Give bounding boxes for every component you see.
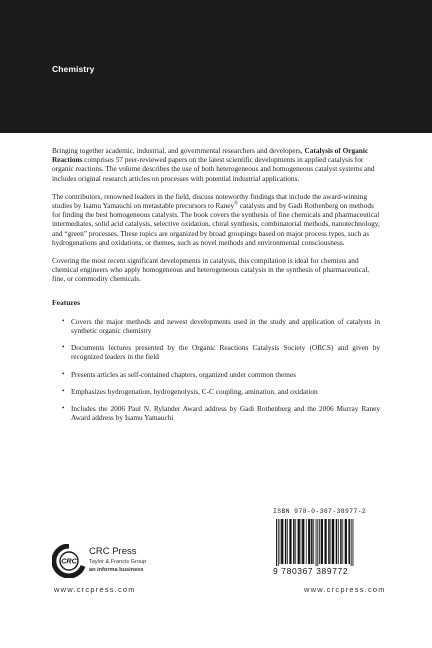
crc-logo-icon: [52, 544, 86, 578]
list-item: [62, 343, 380, 361]
barcode-bar: [280, 519, 281, 564]
barcode-bar: [287, 519, 288, 564]
barcode-bar: [278, 519, 279, 566]
barcode-bar: [308, 519, 310, 564]
publisher-url-right[interactable]: www.crcpress.com: [304, 585, 386, 594]
isbn-barcode: [273, 508, 383, 576]
barcode-bar: [332, 519, 334, 564]
bullet-icon: •: [62, 404, 65, 413]
barcode-bar: [317, 519, 318, 566]
list-item: [62, 317, 380, 335]
features-list: [52, 317, 380, 423]
registered-mark: ®: [234, 201, 238, 207]
description-paragraph-1: [52, 146, 380, 183]
publisher-tagline: an informa business: [89, 567, 144, 573]
barcode-bar: [319, 519, 320, 564]
feature-text: Covers the major methods and newest developments used in the study and application of catalysts in synthetic organic chemistry: [71, 316, 380, 336]
barcode-bar: [324, 519, 326, 564]
barcode-bar: [338, 519, 339, 564]
barcode-bar: [293, 519, 295, 564]
list-item: [62, 404, 380, 422]
bullet-icon: •: [62, 369, 65, 378]
barcode-bar: [285, 519, 287, 564]
feature-text: Emphasizes hydrogenation, hydrogenolysis, C-C coupling, amination, and oxidation: [71, 386, 318, 396]
barcode-bar: [321, 519, 323, 564]
barcode-bar: [353, 519, 354, 566]
bullet-icon: •: [62, 343, 65, 352]
barcode-bars: [273, 519, 383, 566]
barcode-bar: [348, 519, 350, 564]
barcode-bar: [311, 519, 313, 564]
barcode-bar: [340, 519, 342, 564]
barcode-bar: [342, 519, 343, 564]
publisher-url-left[interactable]: www.crcpress.com: [54, 585, 136, 594]
barcode: [273, 519, 383, 576]
features-heading: Features: [52, 297, 81, 307]
barcode-bar: [298, 519, 300, 564]
logo-letters: CRC: [61, 556, 77, 566]
barcode-bar: [313, 519, 314, 564]
header-banner: [0, 0, 432, 133]
barcode-bar: [316, 519, 317, 566]
feature-text: Documents lectures presented by the Organic Reactions Catalysis Society (ORCS) and given by recognized leaders in the field: [71, 343, 380, 362]
description-paragraph-3: Covering the most recent significant developments in catalysis, this compilation is ideal for chemists and chemical engineers who apply homogeneous and heterogeneous catalysis in the synthesis of pharmaceutical, fine, or commodity chemicals.: [52, 256, 370, 284]
barcode-bar: [301, 519, 302, 564]
barcode-bar: [328, 519, 330, 564]
description-paragraph-2: [52, 192, 380, 247]
barcode-bar: [336, 519, 338, 564]
barcode-bar: [281, 519, 283, 564]
paragraph-text: catalysts and by Gadi Rothenberg on methods for finding the best homogeneous catalysts. The book covers the synthesis of fine chemicals and pharmaceutical intermediates, solid acid catalysis, selective oxidation, chiral synthesis, combinatorial methods, nanotechnology, and “green” processes. These topics are organized by broad groupings based on major process types, such as hydrogenations and oxidations, or themes, such as novel methods and environmental consciousness.: [52, 201, 380, 247]
paragraph-text: The contributors, renowned leaders in the field, discuss noteworthy findings that include the award-winning studies by Isamu Yamauchi on metastable precursors to Raney: [52, 191, 368, 211]
back-cover-text: [52, 146, 380, 430]
barcode-bar: [295, 519, 296, 564]
list-item: [62, 387, 380, 396]
feature-text: Includes the 2006 Paul N. Rylander Award address by Gadi Rothenberg and the 2006 Murray Raney Award address by Isamu Yamauchi: [71, 404, 380, 423]
bullet-icon: •: [62, 386, 65, 395]
barcode-bar: [289, 519, 291, 564]
barcode-bar: [302, 519, 304, 564]
barcode-digits: 9 780367 389772: [273, 566, 383, 576]
paragraph-text: Bringing together academic, industrial, and governmental researchers and developers,: [52, 146, 305, 155]
category-label: Chemistry: [52, 64, 95, 74]
isbn-label: ISBN 978-0-367-38977-2: [273, 508, 367, 515]
paragraph-text: comprises 57 peer-reviewed papers on the latest scientific developments in applied catalysis for organic reactions. The volume describes the use of both heterogeneous and homogeneous catalyst systems and includes original research articles on processes with potential industrial applications.: [52, 155, 375, 183]
feature-text: Presents articles as self-contained chapters, organized under common themes: [71, 369, 296, 379]
book-title: Catalysis of Organic Reactions: [52, 146, 369, 165]
publisher-name: CRC Press: [89, 546, 137, 557]
barcode-bar: [330, 519, 331, 564]
barcode-bar: [276, 519, 277, 566]
barcode-bar: [345, 519, 347, 564]
barcode-bar: [306, 519, 307, 564]
bullet-icon: •: [62, 316, 65, 325]
publisher-group: Taylor & Francis Group: [89, 559, 147, 565]
list-item: [62, 370, 380, 379]
barcode-bar: [351, 519, 352, 566]
